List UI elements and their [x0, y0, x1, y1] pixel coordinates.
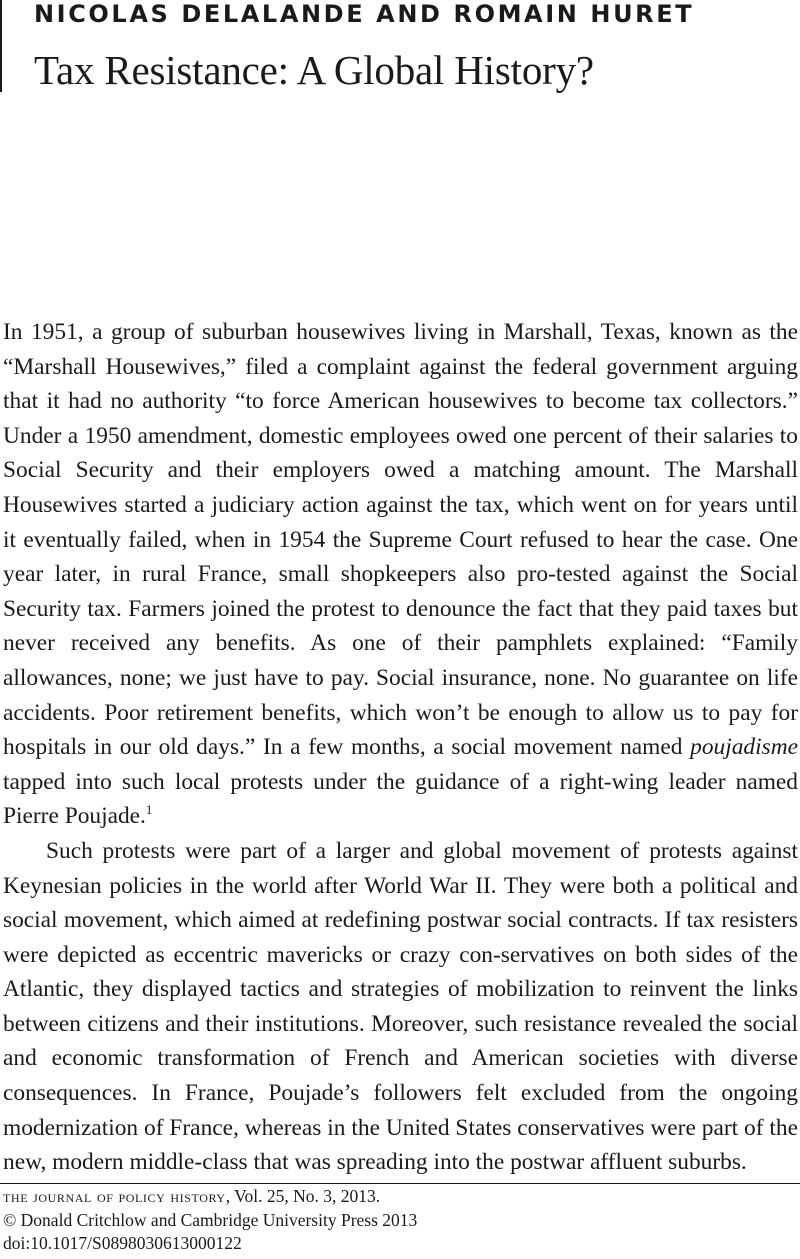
- header-margin-rule: [0, 0, 2, 92]
- paragraph-1-italic-term: poujadisme: [690, 734, 798, 761]
- paragraph-2: Such protests were part of a larger and global movement of protests against Keynesian policies in the world after World War II. They were both a political and social movement, which aimed at redefining postwar social contracts. If tax resisters were depicted as eccentric mavericks or crazy con-servatives on both sides of the Atlantic, they displayed tactics and strategies of mobilization to reinvent the links between citizens and their institutions. Moreover, such resistance revealed the social and economic transformation of French and American societies with diverse consequences. In France, Poujade’s followers felt excluded from the ongoing modernization of France, whereas in the United States conservatives were part of the new, modern middle-class that was spreading into the postwar affluent suburbs.: [3, 837, 798, 1176]
- article-title: Tax Resistance: A Global History?: [34, 47, 594, 93]
- footnote-ref-1[interactable]: 1: [145, 802, 153, 818]
- journal-footer: [3, 1185, 793, 1256]
- journal-volume: , Vol. 25, No. 3, 2013.: [225, 1186, 381, 1206]
- paragraph-1-text-b: tapped into such local protests under the guidance of a right-wing leader named Pierre Poujade.: [3, 768, 798, 830]
- journal-citation: [3, 1185, 793, 1209]
- journal-name: the journal of policy history: [3, 1186, 226, 1206]
- article-authors: NICOLAS DELALANDE AND ROMAIN HURET: [34, 0, 695, 28]
- copyright-line: © Donald Critchlow and Cambridge University Press 2013: [3, 1209, 418, 1230]
- doi-line[interactable]: doi:10.1017/S0898030613000122: [3, 1233, 242, 1254]
- paragraph-1-text-a: In 1951, a group of suburban housewives living in Marshall, Texas, known as the “Marshall Housewives,” filed a complaint against the federal government arguing that it had no authority “to force American housewives to become tax collectors.” Under a 1950 amendment, domestic employees owed one percent of their salaries to Social Security and their employers owed a matching amount. The Marshall Housewives started a judiciary action against the tax, which went on for years until it eventually failed, when in 1954 the Supreme Court refused to hear the case. One year later, in rural France, small shopkeepers also pro-tested against the Social Security tax. Farmers joined the protest to denounce the fact that they paid taxes but never received any benefits. As one of their pamphlets explained: “Family allowances, none; we just have to pay. Social insurance, none. No guarantee on life accidents. Poor retirement benefits, which won’t be enough to allow us to pay for hospitals in our old days.” In a few months, a social movement named: [3, 319, 798, 761]
- paragraph-1: [3, 315, 798, 834]
- footer-rule: [0, 1183, 800, 1184]
- article-body: [3, 315, 798, 1180]
